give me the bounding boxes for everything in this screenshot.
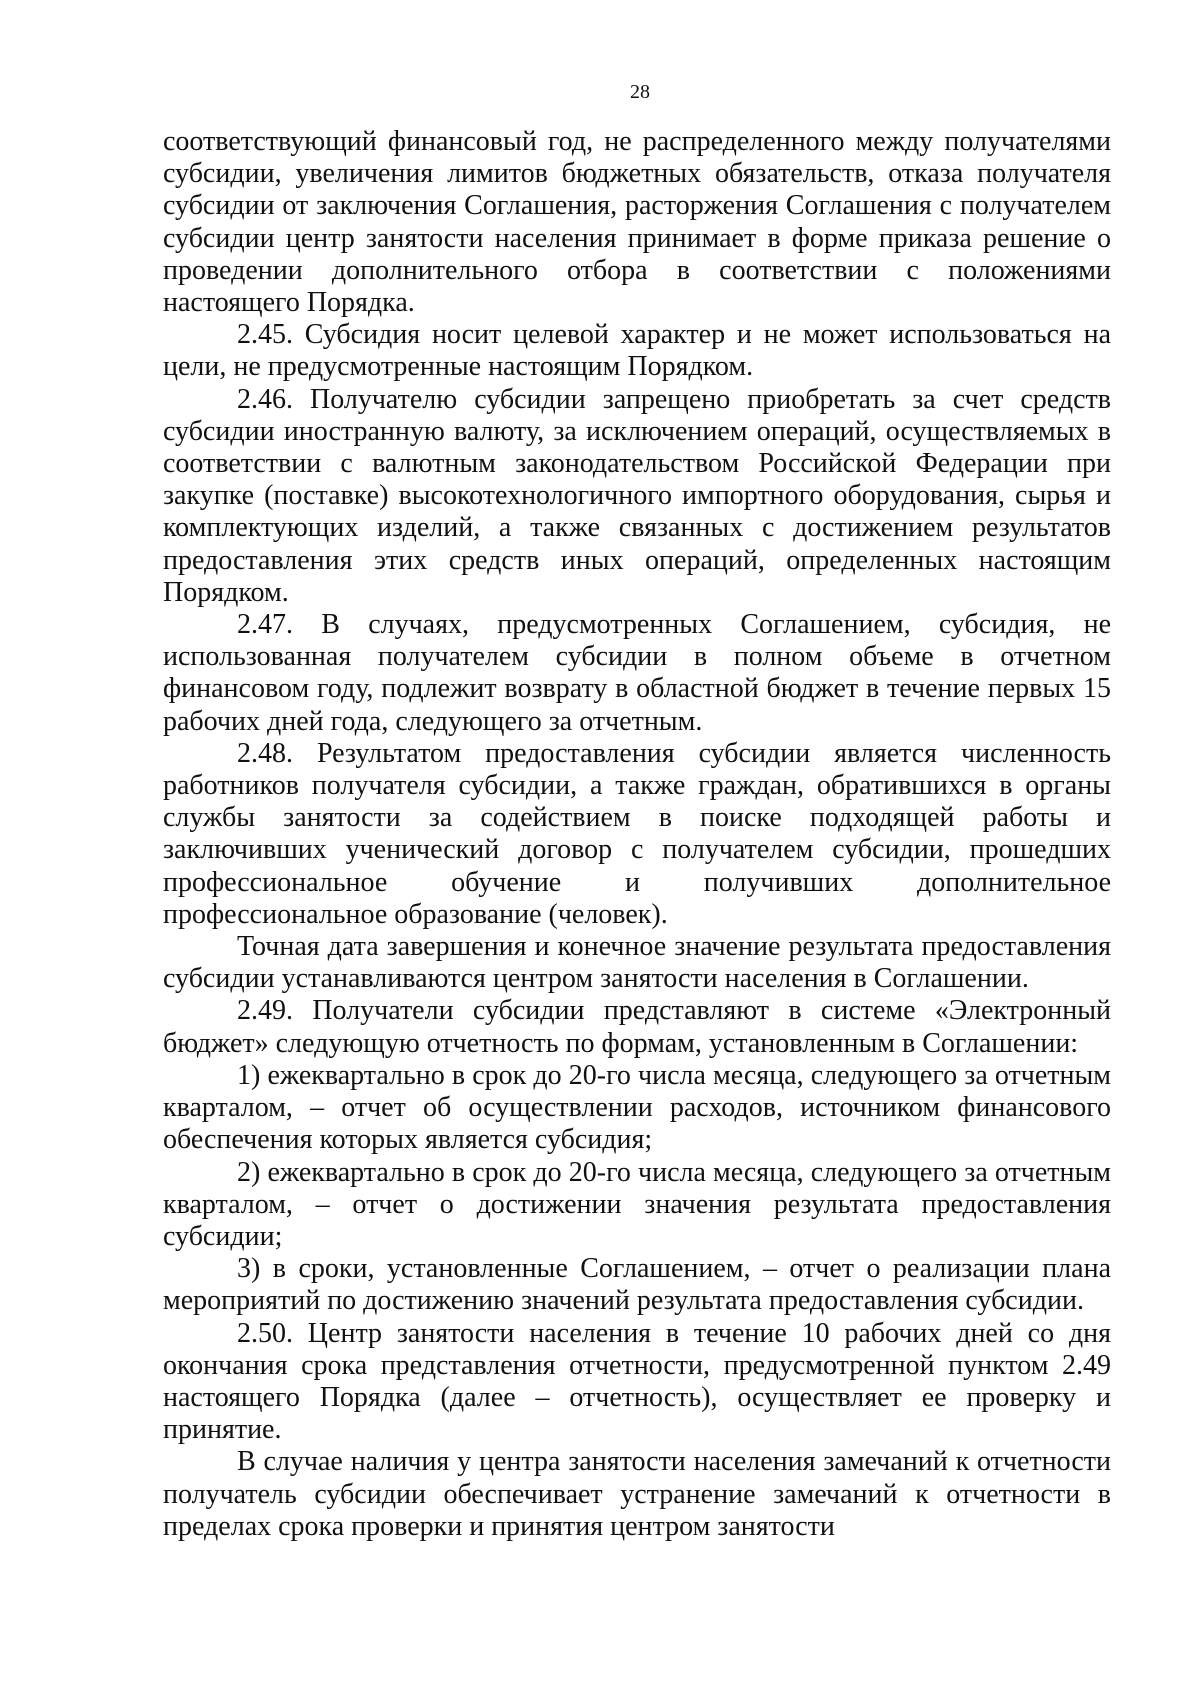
paragraph-2-47: 2.47. В случаях, предусмотренных Соглашением, субсидия, не использованная получателем субсидии в полном объеме в отчетном финансовом году, подлежит возврату в областной бюджет в течение первых 15 рабочих дней года, следующего за отчетным.	[163, 609, 1111, 737]
paragraph-result-date: Точная дата завершения и конечное значение результата предоставления субсидии устанавливаются центром занятости населения в Соглашении.	[163, 931, 1111, 995]
paragraph-2-48: 2.48. Результатом предоставления субсидии является численность работников получателя субсидии, а также граждан, обратившихся в органы службы занятости за содействием в поиске подходящей работы и заключивших ученический договор с получателем субсидии, прошедших профессиональное обучение и получивших дополнительное профессиональное образование (человек).	[163, 737, 1111, 930]
paragraph-2-49: 2.49. Получатели субсидии представляют в системе «Электронный бюджет» следующую отчетность по формам, установленным в Соглашении:	[163, 995, 1111, 1059]
document-body	[163, 126, 1111, 1543]
list-item-3: 3) в сроки, установленные Соглашением, – отчет о реализации плана мероприятий по достижению значений результата предоставления субсидии.	[163, 1253, 1111, 1317]
list-item-2: 2) ежеквартально в срок до 20-го числа месяца, следующего за отчетным кварталом, – отчет о достижении значения результата предоставления субсидии;	[163, 1156, 1111, 1252]
paragraph-2-45: 2.45. Субсидия носит целевой характер и не может использоваться на цели, не предусмотренные настоящим Порядком.	[163, 319, 1111, 383]
paragraph-2-50: 2.50. Центр занятости населения в течение 10 рабочих дней со дня окончания срока представления отчетности, предусмотренной пунктом 2.49 настоящего Порядка (далее – отчетность), осуществляет ее проверку и принятие.	[163, 1317, 1111, 1446]
paragraph-continuation: соответствующий финансовый год, не распределенного между получателями субсидии, увеличения лимитов бюджетных обязательств, отказа получателя субсидии от заключения Соглашения, расторжения Соглашения с получателем субсидии центр занятости населения принимает в форме приказа решение о проведении дополнительного отбора в соответствии с положениями настоящего Порядка.	[163, 126, 1111, 319]
page-number: 28	[630, 81, 650, 103]
paragraph-remarks: В случае наличия у центра занятости населения замечаний к отчетности получатель субсидии обеспечивает устранение замечаний к отчетности в пределах срока проверки и принятия центром занятости	[163, 1446, 1111, 1542]
paragraph-2-46: 2.46. Получателю субсидии запрещено приобретать за счет средств субсидии иностранную валюту, за исключением операций, осуществляемых в соответствии с валютным законодательством Российской Федерации при закупке (поставке) высокотехнологичного импортного оборудования, сырья и комплектующих изделий, а также связанных с достижением результатов предоставления этих средств иных операций, определенных настоящим Порядком.	[163, 383, 1111, 608]
list-item-1: 1) ежеквартально в срок до 20-го числа месяца, следующего за отчетным кварталом, – отчет об осуществлении расходов, источником финансового обеспечения которых является субсидия;	[163, 1059, 1111, 1156]
